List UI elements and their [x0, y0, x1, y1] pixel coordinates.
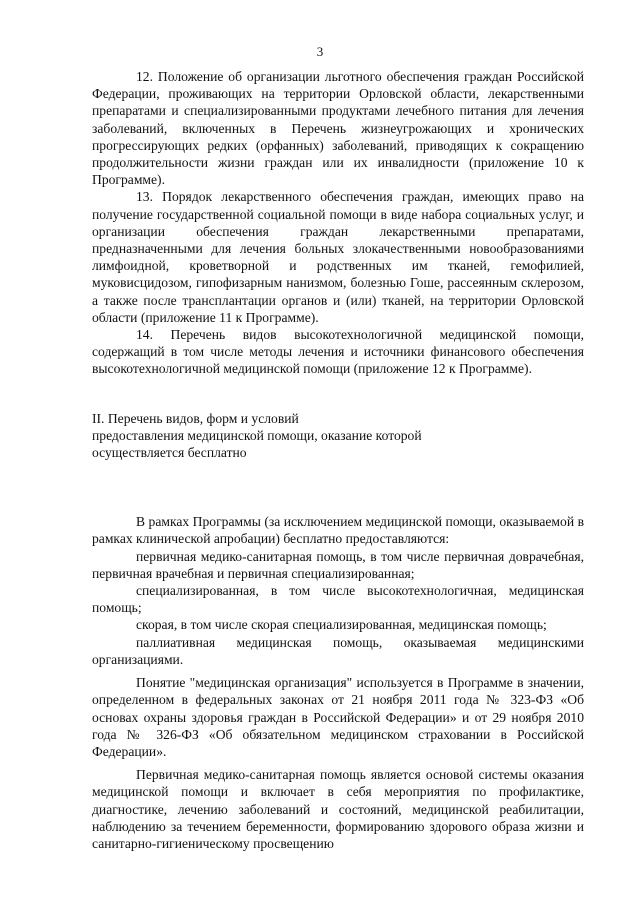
paragraph-intro: В рамках Программы (за исключением медицинской помощи, оказываемой в рамках клинической апробации) бесплатно предоставляются: [92, 514, 584, 547]
list-item-emergency-care: скорая, в том числе скорая специализированная, медицинская помощь; [136, 617, 547, 633]
section-heading [92, 410, 584, 462]
list-item-14: 14. Перечень видов высокотехнологичной медицинской помощи, содержащий в том числе методы лечения и источники финансового обеспечения высокотехнологичной медицинской помощи (приложение 12 к Программе). [92, 327, 584, 377]
page-number: 3 [316, 44, 324, 59]
list-item-primary-care: первичная медико-санитарная помощь, в том числе первичная доврачебная, первичная врачебная и первичная специализированная; [92, 548, 584, 581]
document-body [92, 68, 584, 852]
section-heading-line-2: предоставления медицинской помощи, оказание которой [92, 427, 422, 443]
section-heading-line-3: осуществляется бесплатно [92, 445, 247, 461]
list-item-13: 13. Порядок лекарственного обеспечения граждан, имеющих право на получение государственной социальной помощи в виде набора социальных услуг, и организации обеспечения граждан лекарственными препаратами, предназначенными для лечения больных злокачественными новообразованиями лимфоидной, кроветворной и родственных им тканей, гемофилией, муковисцидозом, гипофизарным нанизмом, болезнью Гоше, рассеянным склерозом, а также после трансплантации органов и (или) тканей, на территории Орловской области (приложение 11 к Программе). [92, 189, 584, 325]
list-item-specialized-care: специализированная, в том числе высокотехнологичная, медицинская помощь; [92, 583, 584, 616]
paragraph-primary-care: Первичная медико-санитарная помощь является основой системы оказания медицинской помощи и включает в себя мероприятия по профилактике, диагностике, лечению заболеваний и состояний, медицинской реабилитации, наблюдению за течением беременности, формированию здорового образа жизни и санитарно-гигиеническому просвещению [92, 767, 584, 851]
list-item-palliative-care: паллиативная медицинская помощь, оказываемая медицинскими организациями. [92, 634, 584, 667]
section-heading-line-1: II. Перечень видов, форм и условий [92, 410, 299, 426]
list-item-12: 12. Положение об организации льготного обеспечения граждан Российской Федерации, проживающих на территории Орловской области, лекарственными препаратами и специализированными продуктами лечебного питания для лечения заболеваний, включенных в Перечень жизнеугрожающих и хронических прогрессирующих редких (орфанных) заболеваний, приводящих к сокращению продолжительности жизни граждан или их инвалидности (приложение 10 к Программе). [92, 69, 584, 188]
paragraph-medical-organization: Понятие "медицинская организация" используется в Программе в значении, определенном в федеральных законах от 21 ноября 2011 года № 323-ФЗ «Об основах охраны здоровья граждан в Российской Федерации» и от 29 ноября 2010 года № 326-ФЗ «Об обязательном медицинском страховании в Российской Федерации». [92, 675, 584, 759]
